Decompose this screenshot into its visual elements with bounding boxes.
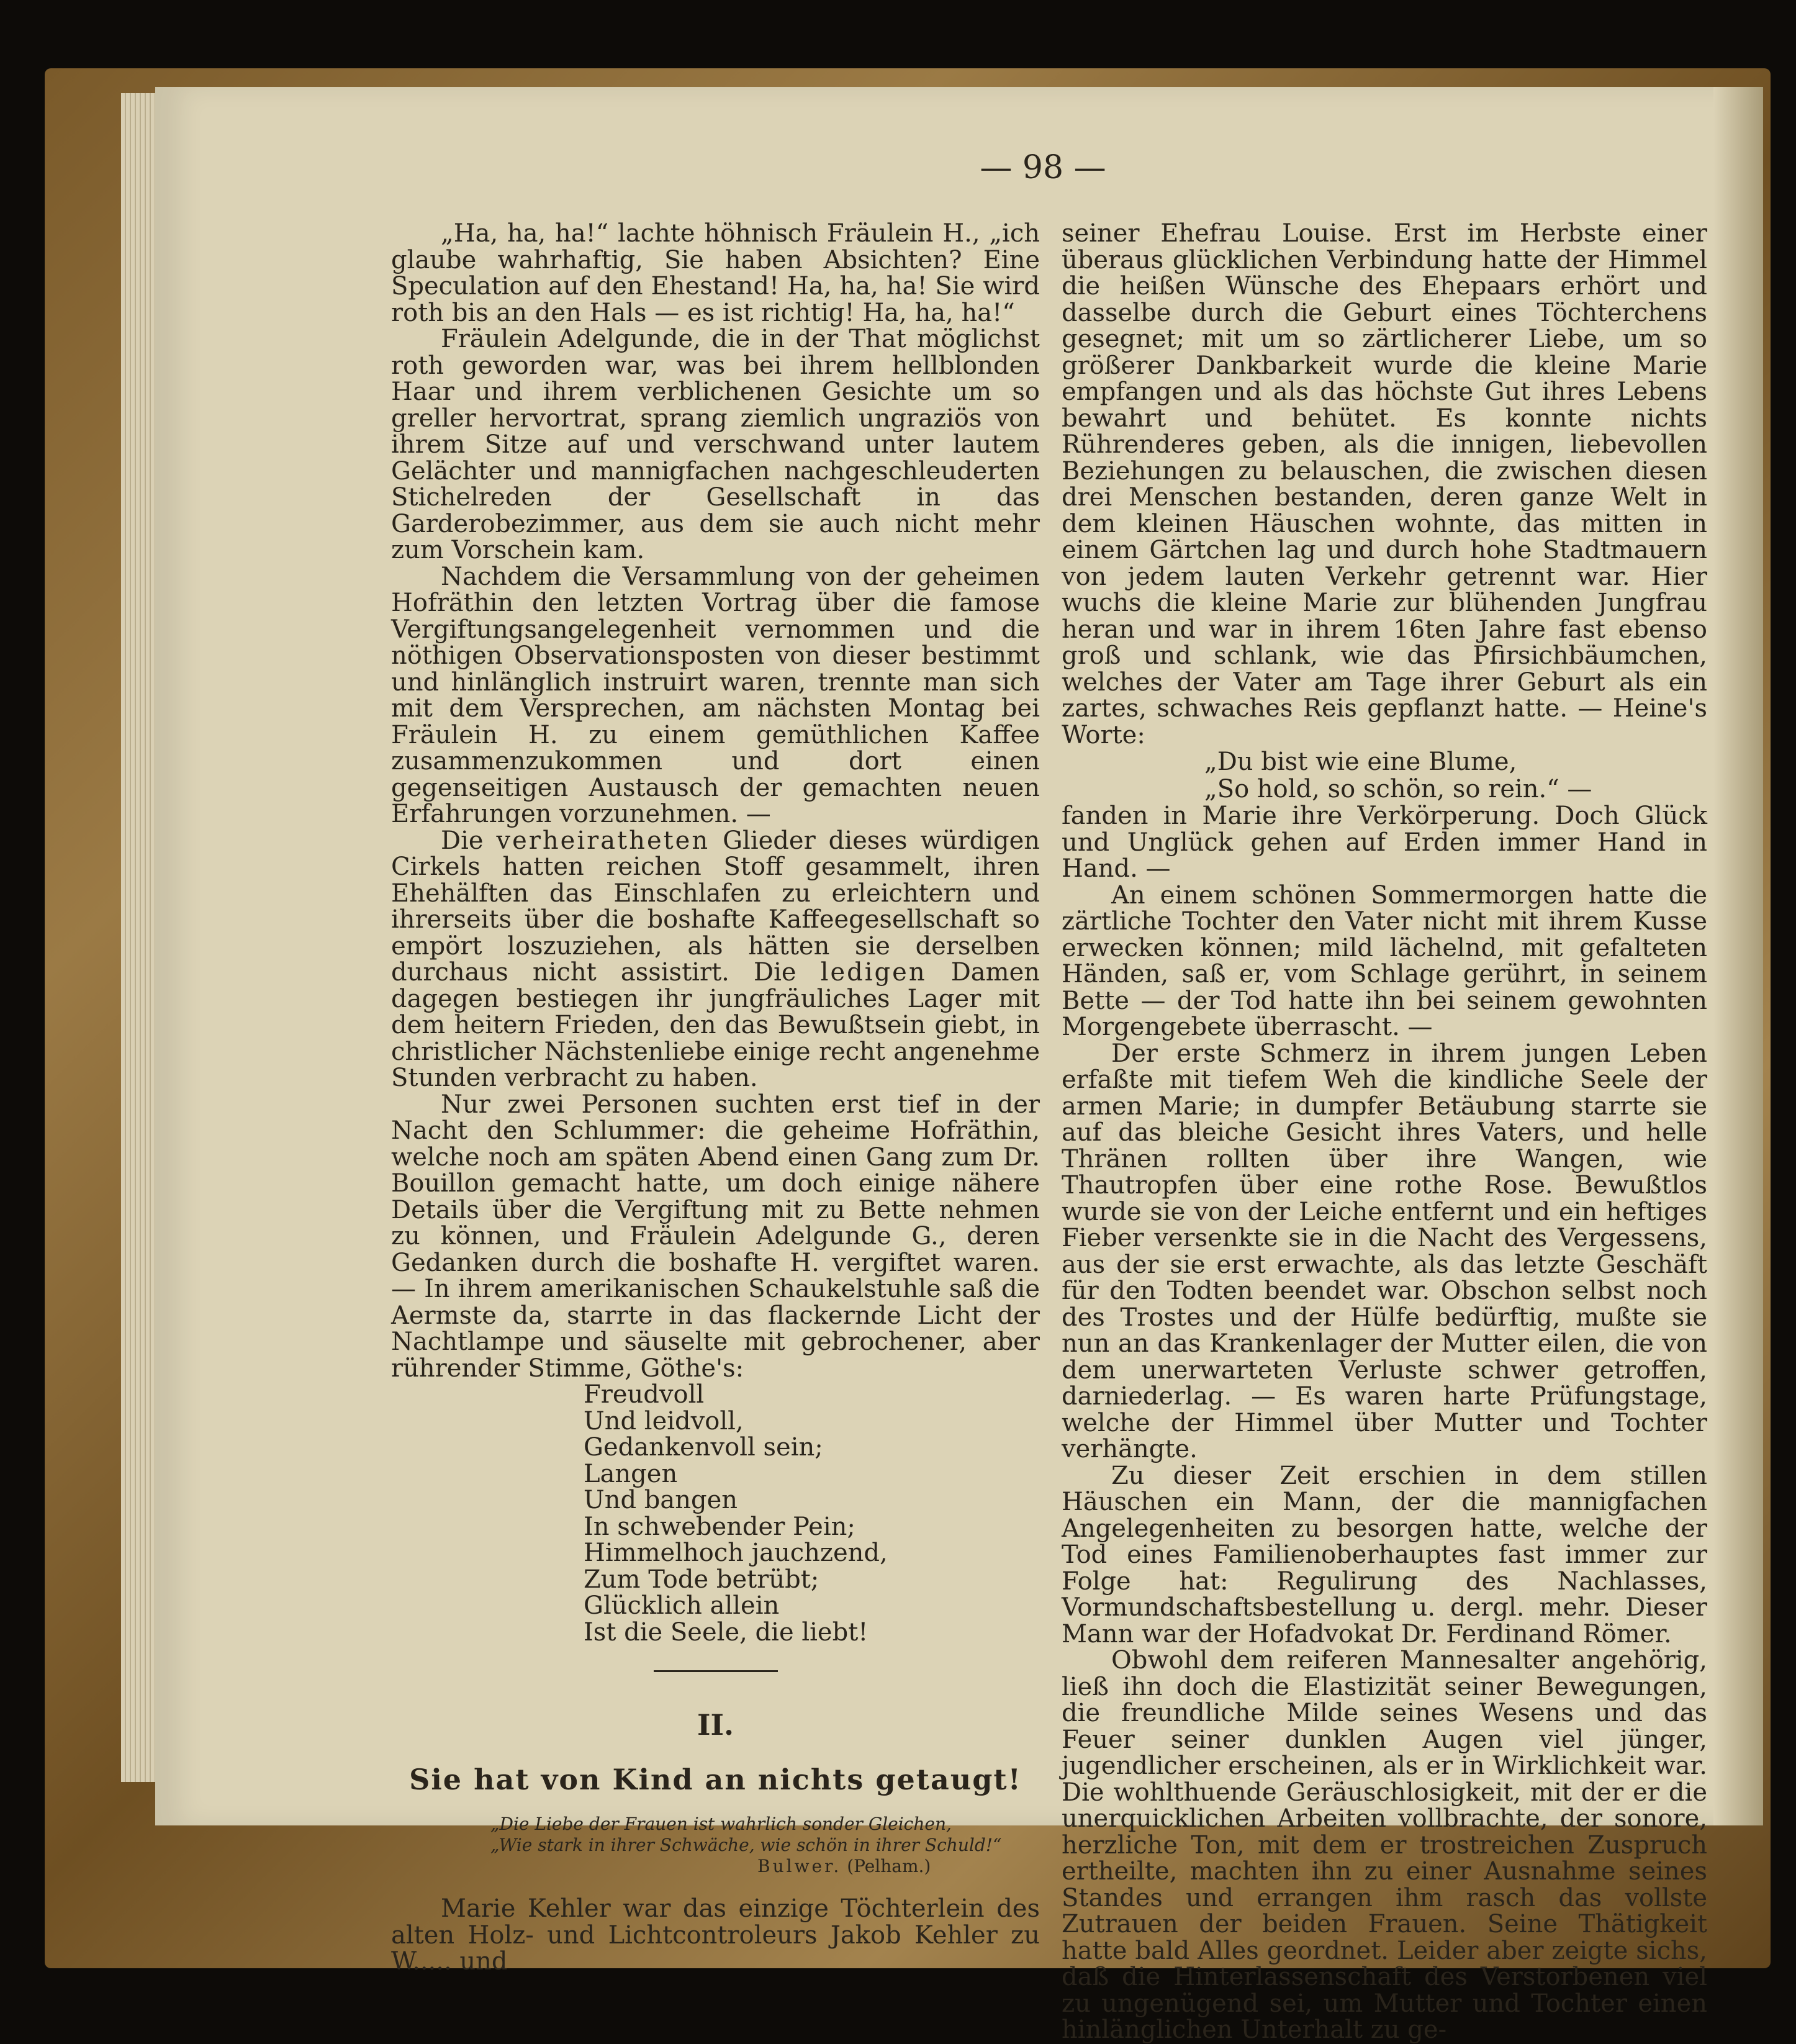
page-gutter bbox=[1713, 87, 1763, 1825]
epigraph-author: Bulwer. bbox=[757, 1856, 842, 1876]
epigraph-attribution bbox=[757, 1856, 1040, 1877]
paragraph: seiner Ehefrau Louise. Erst im Herbste einer überaus glücklichen Verbindung hatte der Himmel die heißen Wünsche des Ehepaars erhört und dasselbe durch die Geburt eines Töchterchens gesegnet; mit um so zärtlicherer Liebe, um so größerer Dankbarkeit wurde die kleine Marie empfangen und als das höchste Gut ihres Lebens bewahrt und behütet. Es konnte nichts Rührenderes geben, als die innigen, liebevollen Beziehungen zu belauschen, die zwischen diesen drei Menschen bestanden, deren ganze Welt in dem kleinen Häuschen wohnte, das mitten in einem Gärtchen lag und durch hohe Stadtmauern von jedem lauten Verkehr getrennt war. Hier wuchs die kleine Marie zur blühenden Jungfrau heran und war in ihrem 16ten Jahre fast ebenso groß und schlank, wie das Pfirsichbäumchen, welches der Vater am Tage ihrer Geburt als ein zartes, schwaches Reis gepflanzt hatte. — Heine's Worte: bbox=[1062, 219, 1707, 749]
poem-line: Und leidvoll, bbox=[584, 1406, 744, 1436]
poem-line: Himmelhoch jauchzend, bbox=[584, 1539, 888, 1567]
page-number: — 98 — bbox=[980, 149, 1106, 186]
paragraph: Zu dieser Zeit erschien in dem stillen Häuschen ein Mann, der die mannigfachen Angelegenheiten zu besorgen hatte, welche der Tod eines Familienoberhauptes fast immer zur Folge hat: Regulirung des Nachlasses, Vormundschaftsbestellung u. dergl. mehr. Dieser Mann war der Hofadvokat Dr. Ferdinand Römer. bbox=[1062, 1461, 1707, 1648]
paragraph: Obwohl dem reiferen Mannesalter angehörig, ließ ihn doch die Elastizität seiner Bewegungen, die freundliche Milde seines Wesens und das Feuer seiner dunklen Augen viel jünger, jugendlicher erscheinen, als er in Wirklichkeit war. Die wohlthuende Geräuschlosigkeit, mit der er die unerquicklichen Arbeiten vollbrachte, der sonore, herzliche Ton, mit dem er trostreichen Zuspruch ertheilte, machten ihn zu einer Ausnahme seines Standes und errangen ihm rasch das vollste Zutrauen der beiden Frauen. Seine Thätigkeit hatte bald Alles geordnet. Leider aber zeigte sichs, daß die Hinterlassenschaft des Verstorbenen viel zu ungenügend sei, um Mutter und Tochter einen hinlänglichen Unterhalt zu ge- bbox=[1062, 1646, 1707, 2044]
epigraph bbox=[490, 1814, 1040, 1877]
poem bbox=[584, 1382, 1040, 1645]
poem-line: Zum Tode betrübt; bbox=[584, 1565, 819, 1594]
paragraph: Der erste Schmerz in ihrem jungen Leben erfaßte mit tiefem Weh die kindliche Seele der armen Marie; in dumpfer Betäubung starrte sie auf das bleiche Gesicht ihres Vaters, und helle Thränen rollten über ihre Wangen, wie Thautropfen über eine rothe Rose. Bewußtlos wurde sie von der Leiche entfernt und ein heftiges Fieber versenkte sie in die Nacht des Vergessens, aus der sie erst erwachte, als das letzte Geschäft für den Todten beendet war. Obschon selbst noch des Trostes und der Hülfe bedürftig, mußte sie nun an das Krankenlager der Mutter eilen, die von dem unerwarteten Verluste schwer getroffen, darniederlag. — Es waren harte Prüfungstage, welche der Himmel über Mutter und Tochter verhängte. bbox=[1062, 1039, 1707, 1463]
quote-line: „Du bist wie eine Blume, bbox=[1204, 748, 1517, 776]
emphasis-spaced: ledigen bbox=[820, 958, 927, 987]
text-run: Damen dagegen bestiegen ihr jungfräuliches Lager mit dem heitern Frieden, den das Bewußtsein giebt, in christlicher Nächstenliebe einige recht angenehme Stunden verbracht zu haben. bbox=[391, 958, 1040, 1092]
paragraph: Nachdem die Versammlung von der geheimen Hofräthin den letzten Vortrag über die famose Vergiftungsangelegenheit vernommen und die nöthigen Observationsposten von dieser bestimmt und hinlänglich instruirt waren, trennte man sich mit dem Versprechen, am nächsten Montag bei Fräulein H. zu einem gemüthlichen Kaffee zusammenzukommen und dort einen gegenseitigen Austausch der gemachten neuen Erfahrungen vorzunehmen. — bbox=[391, 562, 1040, 828]
epigraph-line: „Die Liebe der Frauen ist wahrlich sonder Gleichen, bbox=[490, 1814, 952, 1834]
paragraph: Marie Kehler war das einzige Töchterlein des alten Holz- und Lichtcontroleurs Jakob Kehler zu W..... und bbox=[391, 1894, 1040, 1976]
paragraph: Nur zwei Personen suchten erst tief in der Nacht den Schlummer: die geheime Hofräthin, welche noch am späten Abend einen Gang zum Dr. Bouillon gemacht hatte, um doch einige nähere Details über die Vergiftung mit zu Bette nehmen zu können, und Fräulein Adelgunde G., deren Gedanken durch die boshafte H. vergiftet waren. — In ihrem amerikanischen Schaukelstuhle saß die Aermste da, starrte in das flackernde Licht der Nachtlampe und säuselte mit gebrochener, aber rührender Stimme, Göthe's: bbox=[391, 1090, 1040, 1383]
section-divider bbox=[654, 1670, 778, 1672]
section-numeral: II. bbox=[697, 1708, 734, 1742]
poem-line: In schwebender Pein; bbox=[584, 1512, 855, 1541]
quote-line: „So hold, so schön, so rein.“ — bbox=[1204, 775, 1592, 803]
chapter-title: Sie hat von Kind an nichts getaugt! bbox=[409, 1763, 1022, 1796]
emphasis-spaced: verheiratheten bbox=[496, 826, 710, 855]
paragraph: Fräulein Adelgunde, die in der That möglichst roth geworden war, was bei ihrem hellblonden Haar und ihrem verblichenen Gesichte um so greller hervortrat, sprang ziemlich ungraziös von ihrem Sitze auf und verschwand unter lautem Gelächter und mannigfachen nachgeschleuderten Stichelreden der Gesellschaft in das Garderobezimmer, aus dem sie auch nicht mehr zum Vorschein kam. bbox=[391, 325, 1040, 564]
paragraph bbox=[391, 828, 1040, 1092]
spacer bbox=[391, 1877, 1040, 1896]
text-run: Glieder dieses würdigen Cirkels hatten reichen Stoff gesammelt, ihren Ehehälften das Einschlafen zu erleichtern und ihrerseits über die boshafte Kaffeegesellschaft so empört loszuziehen, als hätten sie derselben durchaus nicht assistirt. Die bbox=[391, 826, 1040, 987]
paragraph: „Ha, ha, ha!“ lachte höhnisch Fräulein H., „ich glaube wahrhaftig, Sie haben Absichten? Eine Speculation auf den Ehestand! Ha, ha, ha! Sie wird roth bis an den Hals — es ist richtig! Ha, ha, ha!“ bbox=[391, 219, 1040, 327]
paragraph: An einem schönen Sommermorgen hatte die zärtliche Tochter den Vater nicht mit ihrem Kusse erwecken können; mild lächelnd, mit gefalteten Händen, saß er, vom Schlage gerührt, in seinem Bette — der Tod hatte ihn bei seinem gewohnten Morgengebete überrascht. — bbox=[1062, 880, 1707, 1041]
epigraph-line: „Wie stark in ihrer Schwäche, wie schön in ihrer Schuld!“ bbox=[490, 1835, 1002, 1855]
poem-line: Glücklich allein bbox=[584, 1591, 780, 1620]
epigraph-source: (Pelham.) bbox=[847, 1856, 931, 1876]
poem-line: Gedankenvoll sein; bbox=[584, 1433, 823, 1462]
quote bbox=[1204, 748, 1707, 803]
paragraph: fanden in Marie ihre Verkörperung. Doch Glück und Unglück gehen auf Erden immer Hand in Hand. — bbox=[1062, 802, 1707, 883]
text-run: Die bbox=[441, 826, 497, 855]
poem-line: Langen bbox=[584, 1459, 678, 1488]
left-column bbox=[391, 220, 1040, 1975]
poem-line: Ist die Seele, die liebt! bbox=[584, 1617, 869, 1647]
right-column bbox=[1062, 220, 1707, 2043]
poem-line: Und bangen bbox=[584, 1486, 738, 1514]
poem-line: Freudvoll bbox=[584, 1380, 705, 1409]
